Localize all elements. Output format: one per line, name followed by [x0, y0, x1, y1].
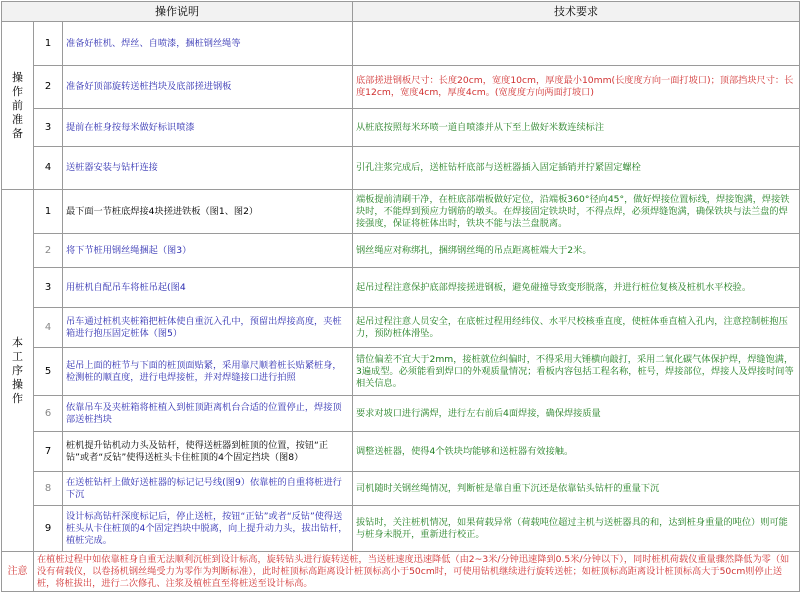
section-label-work: 本工序操作: [2, 190, 34, 552]
row-number: 9: [34, 506, 63, 552]
operation-cell: 准备好桩机、焊丝、自喷漆，捆桩钢丝绳等: [63, 22, 353, 66]
table-row: [2, 22, 800, 66]
operation-cell: 准备好顶部旋转送桩挡块及底部搓进钢板: [63, 66, 353, 109]
table-row: [2, 147, 800, 190]
operation-cell: 用桩机自配吊车将桩吊起(图4: [63, 268, 353, 308]
table-row: [2, 432, 800, 472]
operation-cell: 依靠吊车及夹桩箱将桩植入到桩顶距离机台合适的位置停止，焊接顶部送桩挡块: [63, 396, 353, 432]
row-number: 8: [34, 472, 63, 506]
technical-cell: 引孔注浆完成后，送桩钻杆底部与送桩器插入固定插销并拧紧固定螺栓: [353, 147, 800, 190]
technical-cell: [353, 22, 800, 66]
table-row: [2, 396, 800, 432]
row-number: 4: [34, 308, 63, 348]
technical-cell: 端板提前清刷干净，在桩底部端板做好定位，沿端板360°径向45°，做好焊接位置标线，焊接饱满，焊接铁块时，不能焊到预应力钢筋的墩头。在焊接固定铁块时，不得点焊，必须焊缝饱满，确保铁块与法兰盘的焊接强度，保证将桩体出时，铁块不能与法兰盘脱离。: [353, 190, 800, 234]
technical-cell: 拔钻时，关注桩机情况，如果荷载异常（荷载吨位超过主机与送桩器具的和，达到桩身重量的吨位）则可能与桩身未脱开，重新进行校正。: [353, 506, 800, 552]
operation-cell: 设计标高钻杆深度标记后，停止送桩，按钮“正钻”或者“反钻”使得送桩头从卡住桩顶的4个固定挡块中脱离，向上提升动力头，拔出钻杆，植桩完成。: [63, 506, 353, 552]
technical-cell: 要求对坡口进行满焊，进行左右前后4面焊接，确保焊接质量: [353, 396, 800, 432]
row-number: 3: [34, 109, 63, 147]
operation-cell: 桩机提升钻机动力头及钻杆，使得送桩器到桩顶的位置，按钮“正钻”或者“反钻”使得送桩头卡住桩顶的4个固定挡块（图8）: [63, 432, 353, 472]
note-text: 在植桩过程中如依靠桩身自重无法顺利沉桩到设计标高，旋转钻头进行旋转送桩，当送桩速度迅速降低（由2~3米/分钟迅速降到0.5米/分钟以下），同时桩机荷载仪重量骤然降低为零（如没有荷载仪，以卷扬机钢丝绳受力为零作为判断标准），此时桩顶标高距离设计桩顶标高小于50cm时，可使用钻机继续进行旋转送桩；如桩顶标高距离设计桩顶标高大于50cm则停止送桩，将桩拔出，进行二次修孔、注浆及植桩直至将桩送至设计标高。: [34, 552, 800, 592]
technical-cell: 从桩底按照每米环喷一道自喷漆并从下至上做好米数连续标注: [353, 109, 800, 147]
table-row: [2, 348, 800, 396]
row-number: 6: [34, 396, 63, 432]
table-row: [2, 472, 800, 506]
technical-cell: 起吊过程注意人员安全，在底桩过程用经纬仪、水平尺校核垂直度，使桩体垂直植入孔内，注意控制桩抱压力，预防桩体滑坠。: [353, 308, 800, 348]
operation-cell: 送桩器安装与钻杆连接: [63, 147, 353, 190]
header-operation: 操作说明: [2, 2, 353, 22]
table-row: [2, 109, 800, 147]
row-number: 2: [34, 66, 63, 109]
row-number: 1: [34, 190, 63, 234]
technical-cell: 底部搓进钢板尺寸：长度20cm，宽度10cm，厚度最小10mm(长度度方向一面打坡口)；顶部挡块尺寸：长度12cm，宽度4cm，厚度4cm。(宽度度方向两面打坡口): [353, 66, 800, 109]
row-number: 2: [34, 234, 63, 268]
operation-cell: 将下节桩用钢丝绳捆起（图3）: [63, 234, 353, 268]
technical-cell: 司机随时关钢丝绳情况，判断桩是靠自重下沉还是依靠钻头钻杆的重量下沉: [353, 472, 800, 506]
table-row: [2, 190, 800, 234]
operation-cell: 吊车通过桩机夹桩箱把桩体使自重沉入孔中，预留出焊接高度，夹桩箱进行抱压固定桩体（图5）: [63, 308, 353, 348]
row-number: 7: [34, 432, 63, 472]
table-row: [2, 268, 800, 308]
row-number: 1: [34, 22, 63, 66]
table-row: [2, 506, 800, 552]
operation-cell: 起吊上面的桩节与下面的桩顶面贴紧，采用靠尺顺着桩长贴紧桩身，检测桩的顺直度，进行电焊接桩，并对焊缝接口进行拍照: [63, 348, 353, 396]
technical-cell: 调整送桩器，使得4个铁块均能够和送桩器有效接触。: [353, 432, 800, 472]
table-row: [2, 66, 800, 109]
operation-cell: 最下面一节桩底焊接4块搓进铁板（图1、图2）: [63, 190, 353, 234]
technical-cell: 错位偏差不宜大于2mm，接桩就位纠偏时，不得采用大锤横向敲打，采用二氧化碳气体保护焊，焊缝饱满，3遍成型。必须能看到焊口的外观质量情况；看板内容包括工程名称，桩号，焊接部位，焊接人及焊接时间等相关信息。: [353, 348, 800, 396]
row-number: 5: [34, 348, 63, 396]
operation-cell: 提前在桩身按每米做好标识喷漆: [63, 109, 353, 147]
operation-cell: 在送桩钻杆上做好送桩器的标记记号线(图9）依靠桩的自重将桩进行下沉: [63, 472, 353, 506]
table-row: [2, 308, 800, 348]
technical-cell: 起吊过程注意保护底部焊接搓进钢板，避免碰撞导致变形脱落，并进行桩位复核及桩机水平校验。: [353, 268, 800, 308]
note-label: 注意: [2, 552, 34, 592]
technical-cell: 钢丝绳应对称绑扎，捆绑钢丝绳的吊点距离桩端大于2米。: [353, 234, 800, 268]
table-row: [2, 234, 800, 268]
note-row: [2, 552, 800, 592]
table-header-row: [2, 2, 800, 22]
header-technical: 技术要求: [353, 2, 800, 22]
procedure-table: [1, 1, 800, 592]
row-number: 3: [34, 268, 63, 308]
section-label-prep: 操作前准备: [2, 22, 34, 190]
row-number: 4: [34, 147, 63, 190]
